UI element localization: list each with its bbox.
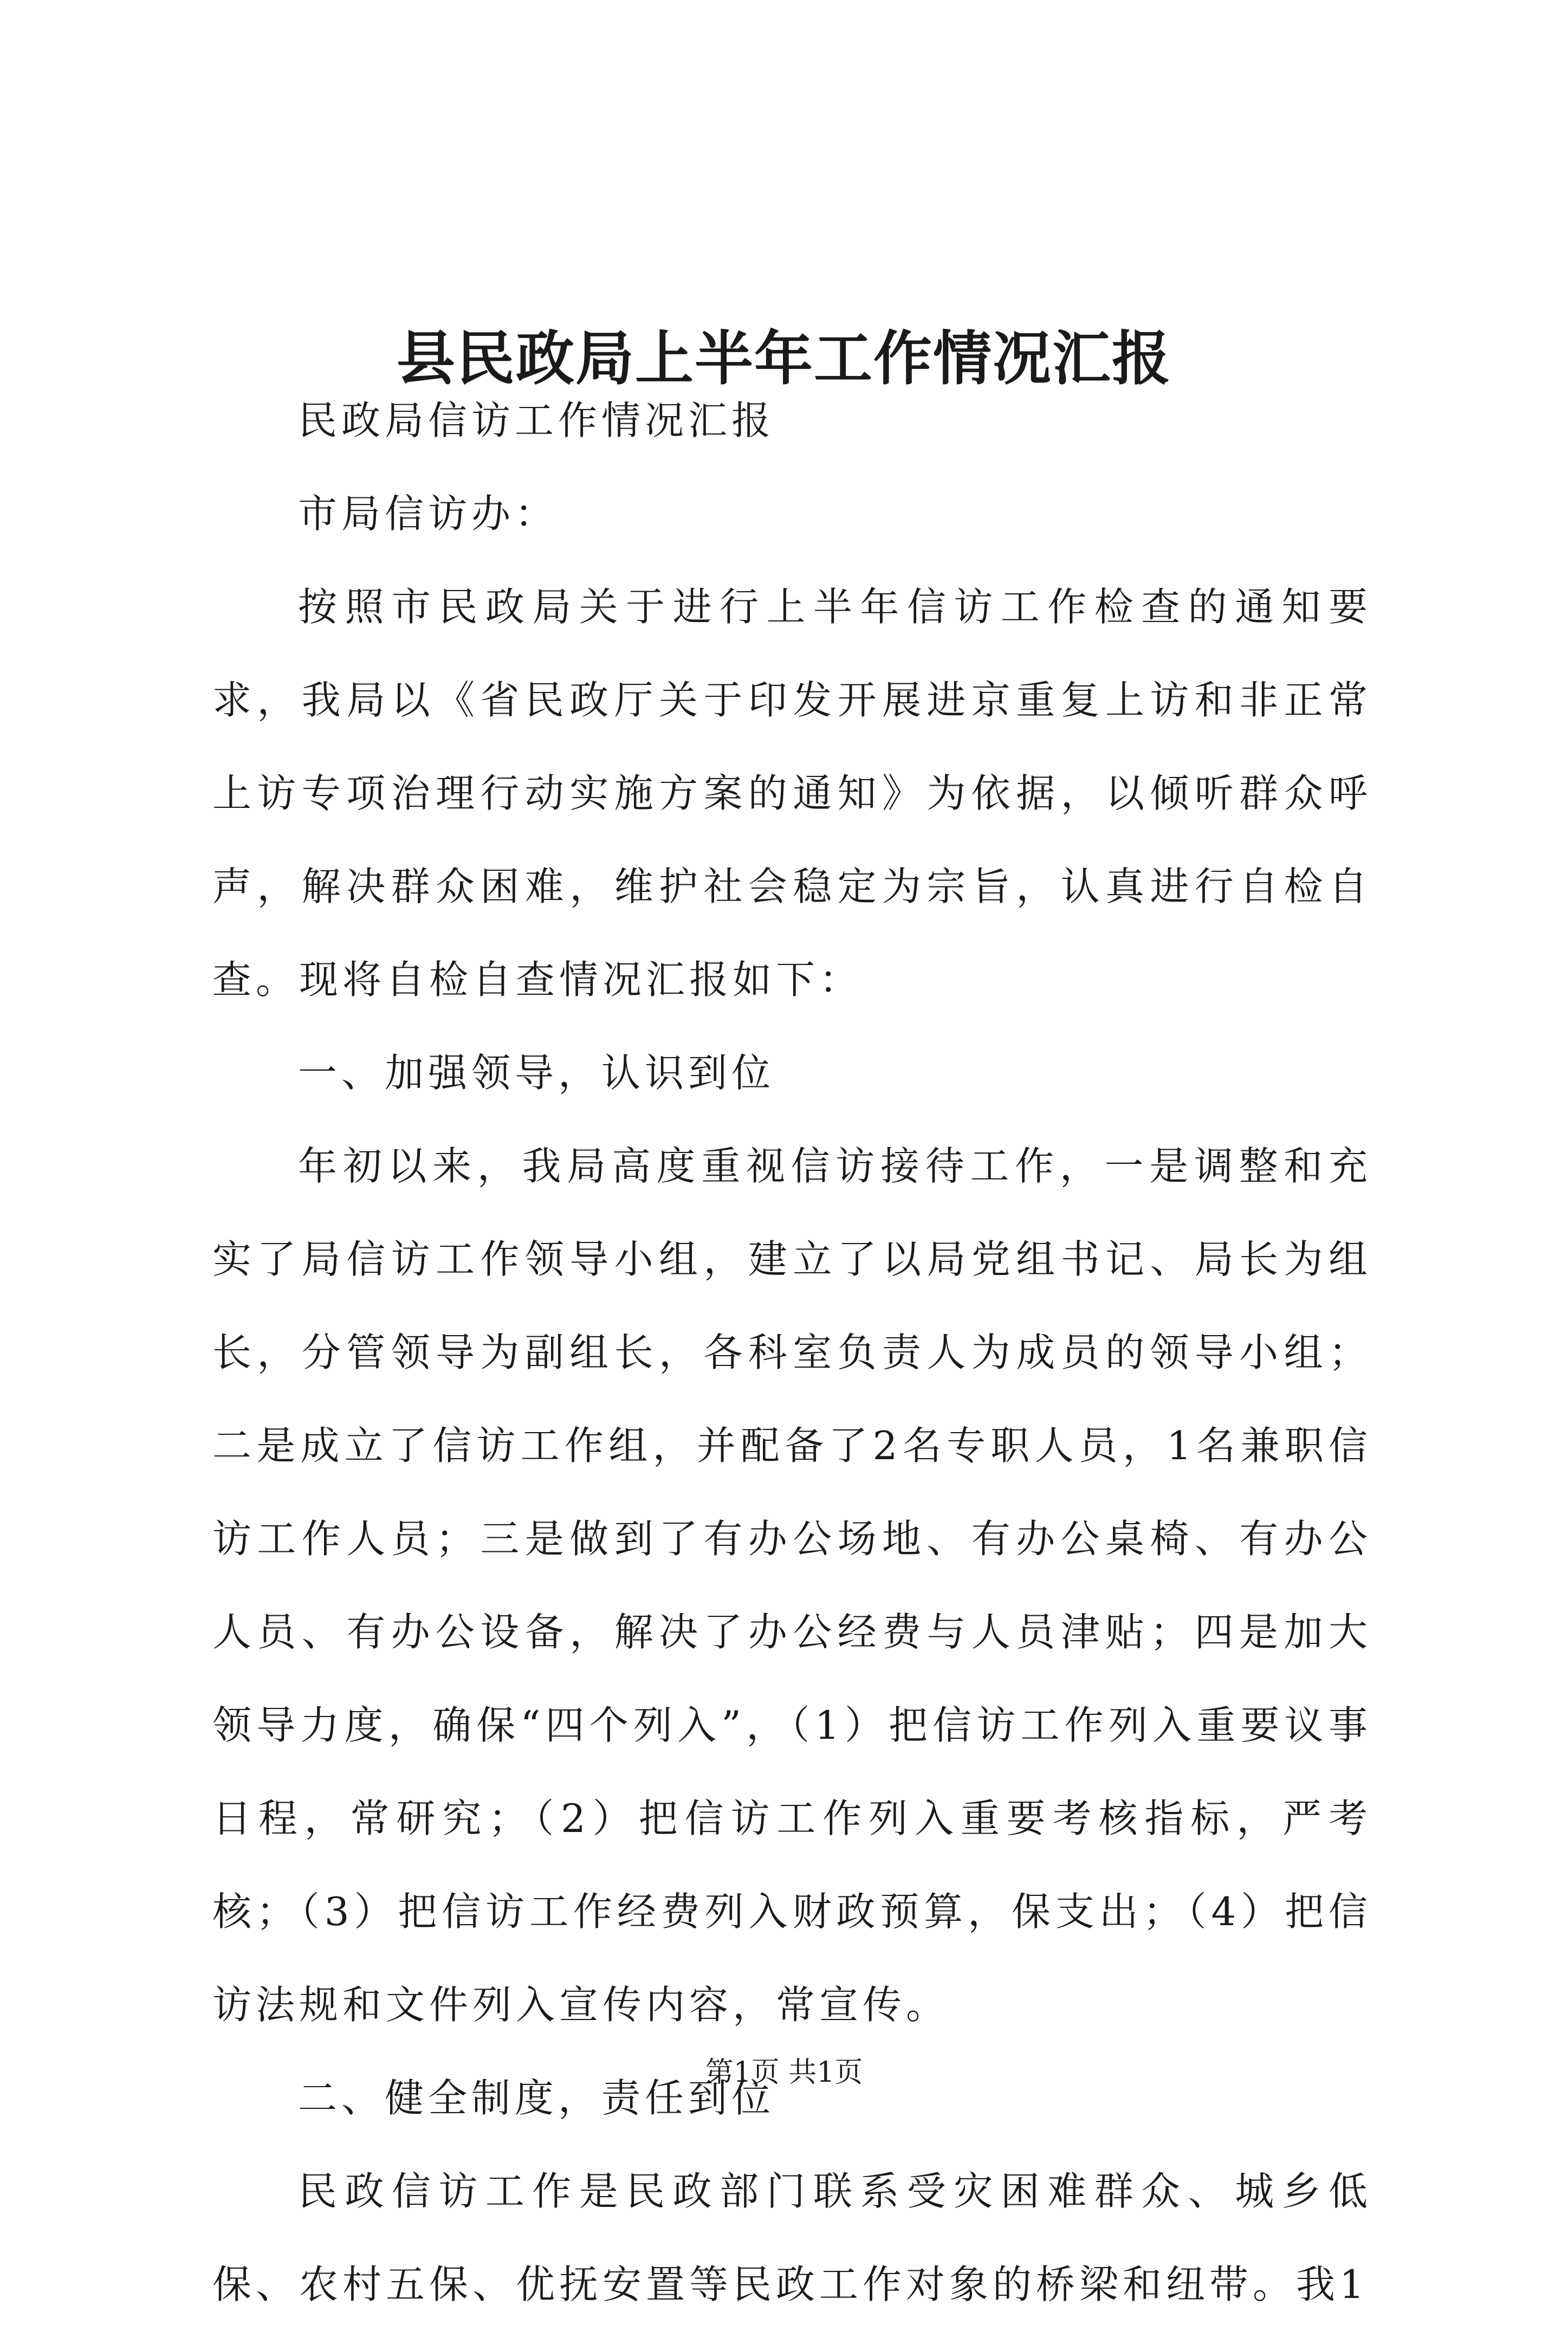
section-1-paragraph: 年初以来，我局高度重视信访接待工作，一是调整和充实了局信访工作领导小组，建立了以局党组书记、局长为组长，分管领导为副组长，各科室负责人为成员的领导小组；二是成立了信访工作组，并配备了2名专职人员，1名兼职信访工作人员；三是做到了有办公场地、有办公桌椅、有办公人员、有办公设备，解决了办公经费与人员津贴；四是加大领导力度，确保“四个列入”，（1）把信访工作列入重要议事日程，常研究；（2）把信访工作列入重要考核指标，严考核；（3）把信访工作经费列入财政预算，保支出；（4）把信访法规和文件列入宣传内容，常宣传。	[212, 1143, 1372, 2028]
section-2-paragraph: 民政信访工作是民政部门联系受灾困难群众、城乡低保、农村五保、优抚安置等民政工作对象的桥梁和纽带。我1	[212, 2168, 1372, 2307]
intro-paragraph: 按照市民政局关于进行上半年信访工作检查的通知要求，我局以《省民政厅关于印发开展进京重复上访和非正常上访专项治理行动实施方案的通知》为依据，以倾听群众呼声，解决群众困难，维护社会稳定为宗旨，认真进行自检自查。现将自检自查情况汇报如下：	[212, 584, 1372, 1002]
section-heading-1: 一、加强领导，认识到位	[298, 1050, 775, 1096]
section-heading-2: 二、健全制度，责任到位	[298, 2075, 775, 2121]
salutation-paragraph: 市局信访办：	[298, 491, 559, 536]
page-footer: 第1页 共1页	[705, 2056, 863, 2089]
document-body	[212, 374, 1372, 2331]
subtitle-paragraph: 民政局信访工作情况汇报	[298, 398, 775, 443]
document-title: 县民政局上半年工作情况汇报	[396, 325, 1171, 393]
